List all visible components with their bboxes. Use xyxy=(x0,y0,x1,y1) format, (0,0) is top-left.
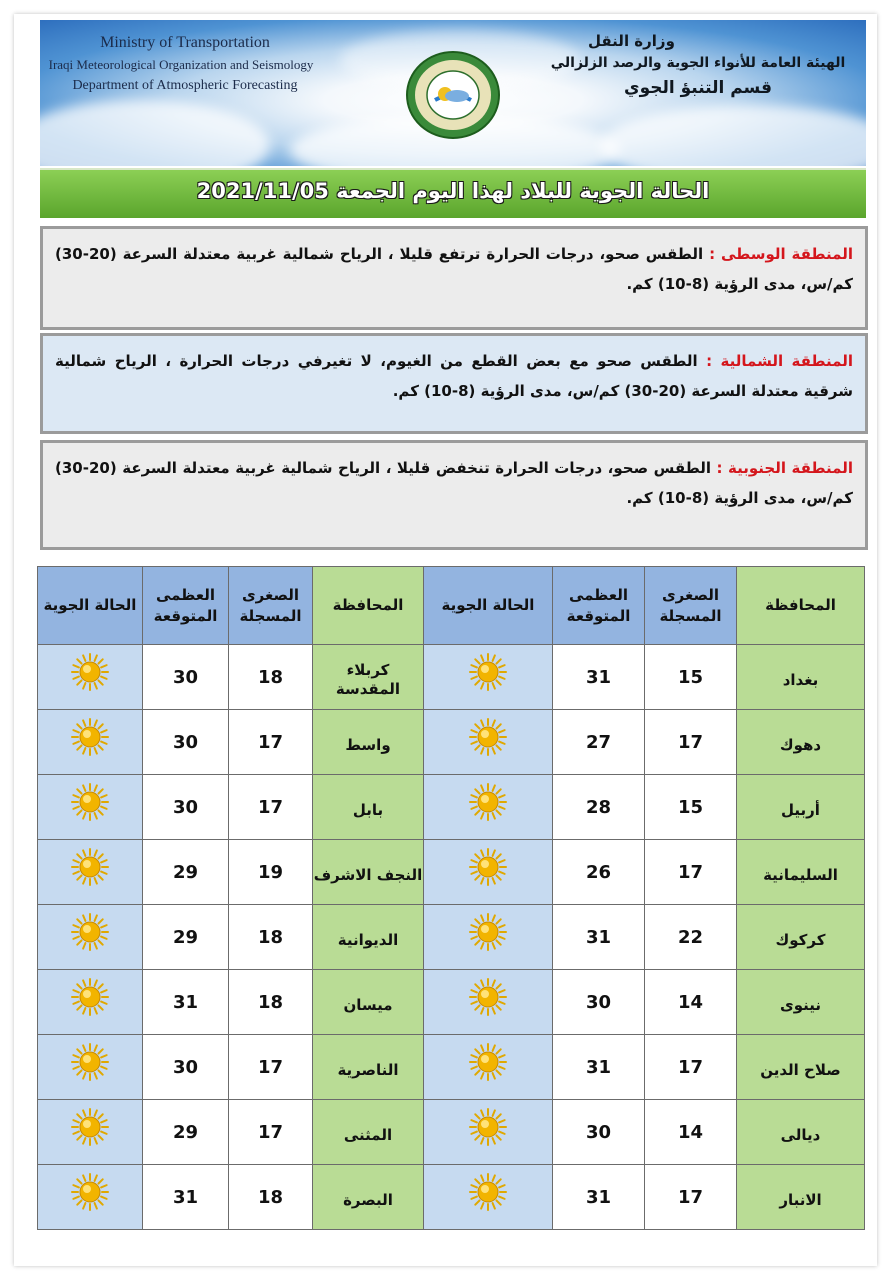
governorate-name: كربلاء المقدسة xyxy=(335,661,401,698)
governorate-cell xyxy=(313,840,424,905)
department-name-ar: قسم التنبؤ الجوي xyxy=(624,78,772,98)
governorate-name: ديالى xyxy=(780,1125,821,1144)
governorate-cell xyxy=(737,970,865,1035)
max-temp-cell: 30 xyxy=(553,970,645,1035)
sun-icon xyxy=(70,847,110,887)
governorate-name: الديوانية xyxy=(337,930,399,949)
condition-cell xyxy=(424,775,553,840)
table-row xyxy=(38,970,865,1035)
governorate-name: نينوى xyxy=(779,995,822,1014)
region-name: المنطقة الشمالية : xyxy=(706,352,853,370)
sun-icon xyxy=(468,1107,508,1147)
max-temp-cell: 31 xyxy=(553,905,645,970)
governorate-cell xyxy=(313,905,424,970)
min-temp-cell: 17 xyxy=(229,775,313,840)
min-temp-cell: 17 xyxy=(229,1100,313,1165)
governorate-name: ميسان xyxy=(343,995,393,1014)
organization-seal-icon xyxy=(405,50,501,140)
max-temp-cell: 29 xyxy=(143,1100,229,1165)
condition-cell xyxy=(38,1165,143,1230)
condition-cell xyxy=(424,840,553,905)
min-temp-cell: 17 xyxy=(229,1035,313,1100)
condition-cell xyxy=(424,1165,553,1230)
max-temp-cell: 29 xyxy=(143,905,229,970)
governorate-name: كركوك xyxy=(775,930,826,949)
table-row xyxy=(38,1165,865,1230)
governorate-name: بابل xyxy=(352,800,384,819)
condition-cell xyxy=(424,905,553,970)
governorate-name: صلاح الدين xyxy=(760,1060,841,1079)
max-temp-cell: 31 xyxy=(143,1165,229,1230)
min-temp-cell: 17 xyxy=(645,1165,737,1230)
max-temp-cell: 28 xyxy=(553,775,645,840)
governorate-name: النجف الاشرف xyxy=(313,865,423,884)
table-header-row xyxy=(38,567,865,645)
governorate-cell xyxy=(737,1165,865,1230)
max-temp-cell: 31 xyxy=(553,645,645,710)
max-temp-cell: 30 xyxy=(143,710,229,775)
min-temp-cell: 15 xyxy=(645,775,737,840)
forecast-table xyxy=(37,566,865,1230)
min-temp-cell: 18 xyxy=(229,970,313,1035)
governorate-cell xyxy=(313,775,424,840)
governorate-cell xyxy=(313,1035,424,1100)
header-min: الصغرى المسجلة xyxy=(645,567,737,645)
governorate-name: الانبار xyxy=(779,1190,822,1209)
title-bar xyxy=(40,168,866,218)
sun-icon xyxy=(70,1042,110,1082)
sun-icon xyxy=(468,1172,508,1212)
condition-cell xyxy=(424,1035,553,1100)
sun-icon xyxy=(70,782,110,822)
condition-cell xyxy=(38,1100,143,1165)
max-temp-cell: 30 xyxy=(553,1100,645,1165)
governorate-cell xyxy=(737,1035,865,1100)
region-northern xyxy=(40,333,868,434)
table-row xyxy=(38,775,865,840)
governorate-cell xyxy=(737,1100,865,1165)
min-temp-cell: 14 xyxy=(645,1100,737,1165)
sun-icon xyxy=(468,782,508,822)
min-temp-cell: 15 xyxy=(645,645,737,710)
table-row xyxy=(38,905,865,970)
sun-icon xyxy=(70,977,110,1017)
sun-icon xyxy=(468,1042,508,1082)
min-temp-cell: 17 xyxy=(645,840,737,905)
governorate-cell xyxy=(313,710,424,775)
condition-cell xyxy=(38,710,143,775)
governorate-cell xyxy=(313,1165,424,1230)
max-temp-cell: 30 xyxy=(143,645,229,710)
governorate-name: دهوك xyxy=(779,735,822,754)
condition-cell xyxy=(38,775,143,840)
governorate-name: بغداد xyxy=(782,670,819,689)
header-min: الصغرى المسجلة xyxy=(229,567,313,645)
governorate-cell xyxy=(737,905,865,970)
governorate-cell xyxy=(737,775,865,840)
region-text: الطقس صحو، درجات الحرارة ترتفع قليلا ، الرياح شمالية غربية معتدلة السرعة (20-30) كم/س، مدى الرؤية (8-10) كم. xyxy=(55,245,853,293)
sun-icon xyxy=(70,1107,110,1147)
min-temp-cell: 17 xyxy=(229,710,313,775)
page-title: الحالة الجوية للبلاد لهذا اليوم الجمعة 2021/11/05 xyxy=(196,179,710,203)
max-temp-cell: 29 xyxy=(143,840,229,905)
condition-cell xyxy=(424,1100,553,1165)
max-temp-cell: 30 xyxy=(143,775,229,840)
sun-icon xyxy=(468,652,508,692)
sun-icon xyxy=(70,717,110,757)
condition-cell xyxy=(38,1035,143,1100)
table-row xyxy=(38,1100,865,1165)
max-temp-cell: 26 xyxy=(553,840,645,905)
max-temp-cell: 30 xyxy=(143,1035,229,1100)
sun-icon xyxy=(468,717,508,757)
ministry-name-en: Ministry of Transportation xyxy=(100,34,270,51)
header-condition: الحالة الجوية xyxy=(424,567,553,645)
table-row xyxy=(38,840,865,905)
header-banner xyxy=(40,20,866,166)
min-temp-cell: 22 xyxy=(645,905,737,970)
table-row xyxy=(38,645,865,710)
governorate-cell xyxy=(313,970,424,1035)
header-condition: الحالة الجوية xyxy=(38,567,143,645)
min-temp-cell: 17 xyxy=(645,1035,737,1100)
header-governorate: المحافظة xyxy=(737,567,865,645)
sun-icon xyxy=(468,977,508,1017)
table-row xyxy=(38,710,865,775)
sun-icon xyxy=(468,847,508,887)
sun-icon xyxy=(70,652,110,692)
governorate-cell xyxy=(737,840,865,905)
condition-cell xyxy=(424,710,553,775)
condition-cell xyxy=(38,840,143,905)
header-max: العظمى المتوقعة xyxy=(143,567,229,645)
condition-cell xyxy=(424,970,553,1035)
condition-cell xyxy=(38,970,143,1035)
region-name: المنطقة الجنوبية : xyxy=(716,459,853,477)
english-heading xyxy=(50,32,320,96)
max-temp-cell: 27 xyxy=(553,710,645,775)
region-southern xyxy=(40,440,868,550)
min-temp-cell: 18 xyxy=(229,905,313,970)
sun-icon xyxy=(468,912,508,952)
organization-name-ar: الهيئة العامة للأنواء الجوية والرصد الزلزالي xyxy=(550,55,846,71)
department-name-en: Department of Atmospheric Forecasting xyxy=(72,78,298,93)
ministry-name-ar: وزارة النقل xyxy=(588,32,675,50)
governorate-name: أربيل xyxy=(781,800,820,819)
max-temp-cell: 31 xyxy=(553,1035,645,1100)
min-temp-cell: 18 xyxy=(229,645,313,710)
region-text: الطقس صحو مع بعض القطع من الغيوم، لا تغيرفي درجات الحرارة ، الرياح شمالية شرقية معتدلة السرعة (20-30) كم/س، مدى الرؤية (8-10) كم. xyxy=(55,352,853,400)
governorate-name: المثنى xyxy=(343,1125,393,1144)
governorate-cell xyxy=(737,645,865,710)
max-temp-cell: 31 xyxy=(143,970,229,1035)
max-temp-cell: 31 xyxy=(553,1165,645,1230)
min-temp-cell: 17 xyxy=(645,710,737,775)
region-name: المنطقة الوسطى : xyxy=(709,245,854,263)
sun-icon xyxy=(70,912,110,952)
condition-cell xyxy=(38,905,143,970)
min-temp-cell: 19 xyxy=(229,840,313,905)
governorate-name: الناصرية xyxy=(337,1060,399,1079)
arabic-heading xyxy=(548,30,848,102)
organization-name-en: Iraqi Meteorological Organization and Seismology xyxy=(48,57,314,72)
sun-icon xyxy=(70,1172,110,1212)
header-max: العظمى المتوقعة xyxy=(553,567,645,645)
governorate-name: واسط xyxy=(345,735,391,754)
governorate-name: البصرة xyxy=(343,1190,393,1209)
min-temp-cell: 18 xyxy=(229,1165,313,1230)
min-temp-cell: 14 xyxy=(645,970,737,1035)
table-row xyxy=(38,1035,865,1100)
condition-cell xyxy=(424,645,553,710)
region-central xyxy=(40,226,868,330)
governorate-cell xyxy=(313,645,424,710)
region-text: الطقس صحو، درجات الحرارة تنخفض قليلا ، الرياح شمالية غربية معتدلة السرعة (20-30) كم/س، مدى الرؤية (8-10) كم. xyxy=(55,459,853,507)
header-governorate: المحافظة xyxy=(313,567,424,645)
governorate-cell xyxy=(313,1100,424,1165)
governorate-cell xyxy=(737,710,865,775)
condition-cell xyxy=(38,645,143,710)
governorate-name: السليمانية xyxy=(763,865,838,884)
